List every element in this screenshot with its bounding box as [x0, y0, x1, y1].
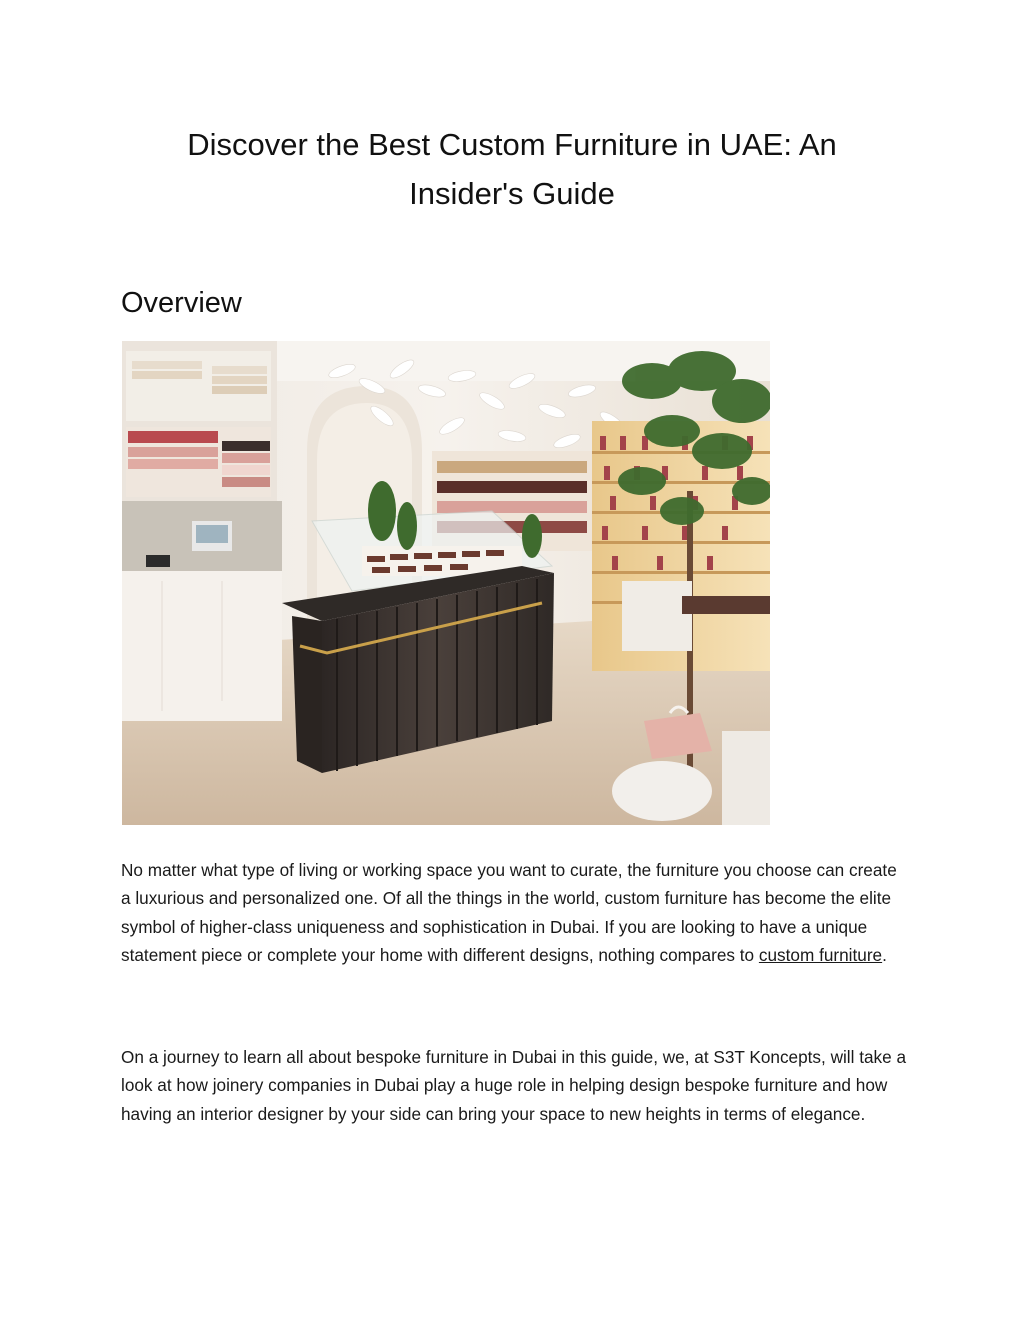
store-interior-illustration [122, 341, 770, 825]
intro-text-end: . [882, 944, 887, 965]
document-title: Discover the Best Custom Furniture in UAE: An Insider's Guide [187, 127, 837, 211]
section-heading-overview: Overview [121, 287, 242, 319]
intro-text: No matter what type of living or working space you want to curate, the furniture you choose can create a luxurious and personalized one. Of all the things in the world, custom furniture has become the elite symbol of higher-class uniqueness and sophistication in Dubai. If you are looking to have a unique statement piece or complete your home with different designs, nothing compares to [121, 860, 897, 965]
journey-paragraph: On a journey to learn all about bespoke furniture in Dubai in this guide, we, at S3T Koncepts, will take a look at how joinery companies in Dubai play a huge role in helping design bespoke furniture and how having an interior designer by your side can bring your space to new heights in terms of elegance. [121, 1047, 907, 1124]
store-interior-photo [122, 341, 770, 825]
intro-paragraph [121, 856, 911, 969]
custom-furniture-link[interactable]: custom furniture [758, 944, 883, 965]
